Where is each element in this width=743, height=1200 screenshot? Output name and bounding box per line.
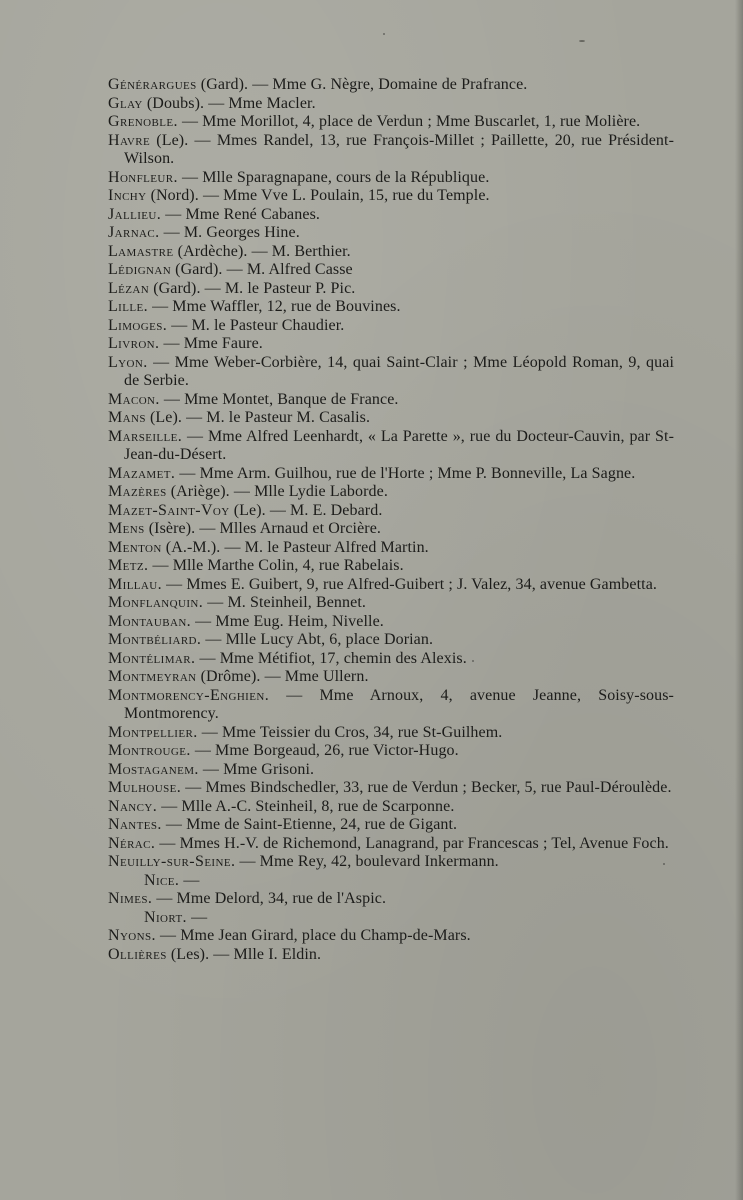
list-item bbox=[108, 687, 674, 724]
entry-detail: (A.-M.). — M. le Pasteur Alfred Martin. bbox=[161, 538, 429, 556]
entry-detail: (Isère). — Mlles Arnaud et Orcière. bbox=[144, 520, 382, 537]
list-item bbox=[108, 816, 674, 835]
entry-detail: (Nord). — Mme Vve L. Poulain, 15, rue du Temple. bbox=[146, 187, 490, 204]
entry-detail: — Mme Métifiot, 17, chemin des Alexis. bbox=[195, 649, 467, 667]
place-name: Nimes. bbox=[108, 890, 153, 907]
list-item bbox=[108, 946, 674, 965]
list-item bbox=[108, 428, 674, 465]
list-item bbox=[108, 483, 674, 502]
place-name: Metz. bbox=[108, 557, 149, 574]
entry-detail: — Mlle Lucy Abt, 6, place Dorian. bbox=[201, 631, 434, 648]
list-item bbox=[108, 668, 674, 687]
place-name: Grenoble. bbox=[108, 113, 178, 130]
entry-detail: — M. Georges Hine. bbox=[159, 224, 300, 241]
place-name: Limoges. bbox=[108, 316, 168, 334]
list-item bbox=[108, 631, 674, 650]
entry-detail: — Mme Weber-Corbière, 14, quai Saint-Clair ; Mme Léopold Roman, 9, quai de Serbie. bbox=[124, 353, 674, 389]
entry-detail: — Mme Montet, Banque de France. bbox=[159, 390, 399, 408]
entry-detail: — Mme Arm. Guilhou, rue de l'Horte ; Mme P. Bonneville, La Sagne. bbox=[175, 464, 636, 482]
entry-detail: — Mme Borgeaud, 26, rue Victor-Hugo. bbox=[190, 742, 459, 759]
list-item bbox=[108, 872, 674, 891]
list-item bbox=[108, 742, 674, 761]
entry-detail: (Ariège). — Mlle Lydie Laborde. bbox=[166, 483, 388, 500]
entry-detail: — M. Steinheil, Bennet. bbox=[203, 594, 366, 611]
list-item bbox=[108, 206, 674, 225]
place-name: Nérac. bbox=[108, 834, 156, 852]
place-name: Inchy bbox=[108, 187, 147, 204]
entry-detail: — Mme Arnoux, 4, avenue Jeanne, Soisy-sous-Montmorency. bbox=[124, 686, 674, 722]
place-name: Lézan bbox=[108, 279, 150, 297]
place-name: Lamastre bbox=[108, 242, 174, 260]
list-item bbox=[108, 317, 674, 336]
place-name: Millau. bbox=[108, 575, 163, 593]
list-item bbox=[108, 798, 674, 817]
entry-detail: — Mme Faure. bbox=[159, 335, 263, 352]
list-item bbox=[108, 650, 674, 669]
place-name: Mazet-Saint-Voy bbox=[108, 501, 230, 519]
place-name: Jarnac. bbox=[108, 224, 160, 241]
place-name: Mazamet. bbox=[108, 464, 176, 482]
list-item bbox=[108, 502, 674, 521]
entry-detail: (Gard). — Mme G. Nègre, Domaine de Prafrance. bbox=[196, 76, 528, 93]
list-item bbox=[108, 243, 674, 262]
entry-detail: — Mlle Sparagnapane, cours de la République. bbox=[177, 168, 490, 186]
entry-detail: — M. le Pasteur Chaudier. bbox=[167, 316, 345, 334]
place-name: Livron. bbox=[108, 335, 160, 352]
list-item bbox=[108, 169, 674, 188]
entry-detail: — Mmes Bindschedler, 33, rue de Verdun ; Becker, 5, rue Paul-Déroulède. bbox=[181, 779, 672, 796]
list-item bbox=[108, 95, 674, 114]
place-name: Montmeyran bbox=[108, 668, 197, 685]
place-name: Montélimar. bbox=[108, 649, 196, 667]
list-item bbox=[108, 354, 674, 391]
entry-detail: (Le). — M. E. Debard. bbox=[229, 501, 383, 519]
list-item bbox=[108, 613, 674, 632]
entry-detail: — Mme Morillot, 4, place de Verdun ; Mme Buscarlet, 1, rue Molière. bbox=[177, 113, 641, 130]
list-item bbox=[108, 594, 674, 613]
list-item bbox=[108, 465, 674, 484]
entry-detail: — Mme Rey, 42, boulevard Inkermann. bbox=[235, 853, 499, 870]
address-list bbox=[108, 76, 674, 964]
list-item bbox=[108, 280, 674, 299]
place-name: Mazères bbox=[108, 483, 167, 500]
entry-detail: — Mme Waffler, 12, rue de Bouvines. bbox=[148, 298, 401, 315]
list-item bbox=[108, 335, 674, 354]
list-item bbox=[108, 853, 674, 872]
entry-detail: (Les). — Mlle I. Eldin. bbox=[166, 945, 322, 963]
list-item bbox=[108, 224, 674, 243]
list-item bbox=[108, 779, 674, 798]
list-item bbox=[108, 520, 674, 539]
entry-detail: — Mme René Cabanes. bbox=[161, 205, 320, 223]
entry-detail: (Doubs). — Mme Macler. bbox=[142, 94, 316, 112]
place-name: Lédignan bbox=[108, 261, 172, 278]
entry-detail: — Mme Teissier du Cros, 34, rue St-Guilhem. bbox=[197, 723, 503, 741]
place-name: Ollières bbox=[108, 945, 167, 963]
list-item bbox=[108, 724, 674, 743]
page-edge-shadow bbox=[735, 0, 743, 1200]
list-item bbox=[108, 113, 674, 132]
place-name: Neuilly-sur-Seine. bbox=[108, 853, 236, 870]
place-name: Montpellier. bbox=[108, 723, 198, 741]
place-name: Monflanquin. bbox=[108, 594, 204, 611]
list-item bbox=[108, 187, 674, 206]
place-name: Jallieu. bbox=[108, 205, 162, 223]
place-name: Lille. bbox=[108, 298, 148, 315]
place-name: Glay bbox=[108, 94, 143, 112]
place-name: Montrouge. bbox=[108, 742, 191, 759]
list-item bbox=[108, 539, 674, 558]
entry-detail: — bbox=[179, 871, 200, 889]
list-item bbox=[108, 909, 674, 928]
list-item bbox=[108, 391, 674, 410]
place-name: Honfleur. bbox=[108, 168, 178, 186]
place-name: Nancy. bbox=[108, 797, 158, 815]
place-name: Mulhouse. bbox=[108, 779, 182, 796]
list-item bbox=[108, 761, 674, 780]
entry-detail: (Le). — M. le Pasteur M. Casalis. bbox=[145, 409, 371, 426]
place-name: Montmorency-Enghien. bbox=[108, 686, 270, 704]
place-name: Lyon. bbox=[108, 353, 148, 371]
entry-detail: — Mme de Saint-Etienne, 24, rue de Gigant. bbox=[161, 816, 458, 833]
place-name: Nantes. bbox=[108, 816, 162, 833]
list-item bbox=[108, 927, 674, 946]
place-name: Montauban. bbox=[108, 612, 192, 630]
entry-detail: — Mme Jean Girard, place du Champ-de-Mars. bbox=[155, 927, 471, 944]
place-name: Niort. bbox=[144, 908, 187, 926]
list-item bbox=[108, 576, 674, 595]
list-item bbox=[108, 132, 674, 169]
list-item bbox=[108, 409, 674, 428]
list-item bbox=[108, 261, 674, 280]
entry-detail: — Mlle A.-C. Steinheil, 8, rue de Scarponne. bbox=[157, 797, 455, 815]
entry-detail: (Gard). — M. le Pasteur P. Pic. bbox=[149, 279, 356, 297]
place-name: Montbéliard. bbox=[108, 631, 202, 648]
place-name: Mans bbox=[108, 409, 146, 426]
place-name: Mens bbox=[108, 520, 145, 537]
place-name: Marseille. bbox=[108, 427, 183, 445]
list-item bbox=[108, 298, 674, 317]
place-name: Mostaganem. bbox=[108, 760, 199, 778]
entry-detail: — Mme Eug. Heim, Nivelle. bbox=[191, 612, 384, 630]
entry-detail: — Mmes H.-V. de Richemond, Lanagrand, par Francescas ; Tel, Avenue Foch. bbox=[155, 834, 669, 852]
place-name: Macon. bbox=[108, 390, 160, 408]
entry-detail: — Mlle Marthe Colin, 4, rue Rabelais. bbox=[148, 557, 404, 574]
list-item bbox=[108, 835, 674, 854]
entry-detail: (Ardèche). — M. Berthier. bbox=[173, 242, 351, 260]
entry-detail: — Mme Alfred Leenhardt, « La Parette », rue du Docteur-Cauvin, par St-Jean-du-Désert. bbox=[124, 427, 674, 463]
entry-detail: — Mme Grisoni. bbox=[198, 760, 315, 778]
place-name: Générargues bbox=[108, 76, 197, 93]
entry-detail: — bbox=[186, 908, 208, 926]
place-name: Nice. bbox=[144, 871, 180, 889]
entry-detail: (Drôme). — Mme Ullern. bbox=[196, 668, 369, 685]
list-item bbox=[108, 76, 674, 95]
place-name: Havre bbox=[108, 131, 151, 149]
place-name: Nyons. bbox=[108, 927, 156, 944]
list-item bbox=[108, 890, 674, 909]
entry-detail: (Le). — Mmes Randel, 13, rue François-Millet ; Paillette, 20, rue Président-Wilson. bbox=[124, 131, 674, 167]
entry-detail: — Mme Delord, 34, rue de l'Aspic. bbox=[152, 890, 387, 907]
entry-detail: (Gard). — M. Alfred Casse bbox=[171, 261, 353, 278]
place-name: Menton bbox=[108, 538, 162, 556]
list-item bbox=[108, 557, 674, 576]
entry-detail: — Mmes E. Guibert, 9, rue Alfred-Guibert ; J. Valez, 34, avenue Gambetta. bbox=[162, 575, 658, 593]
